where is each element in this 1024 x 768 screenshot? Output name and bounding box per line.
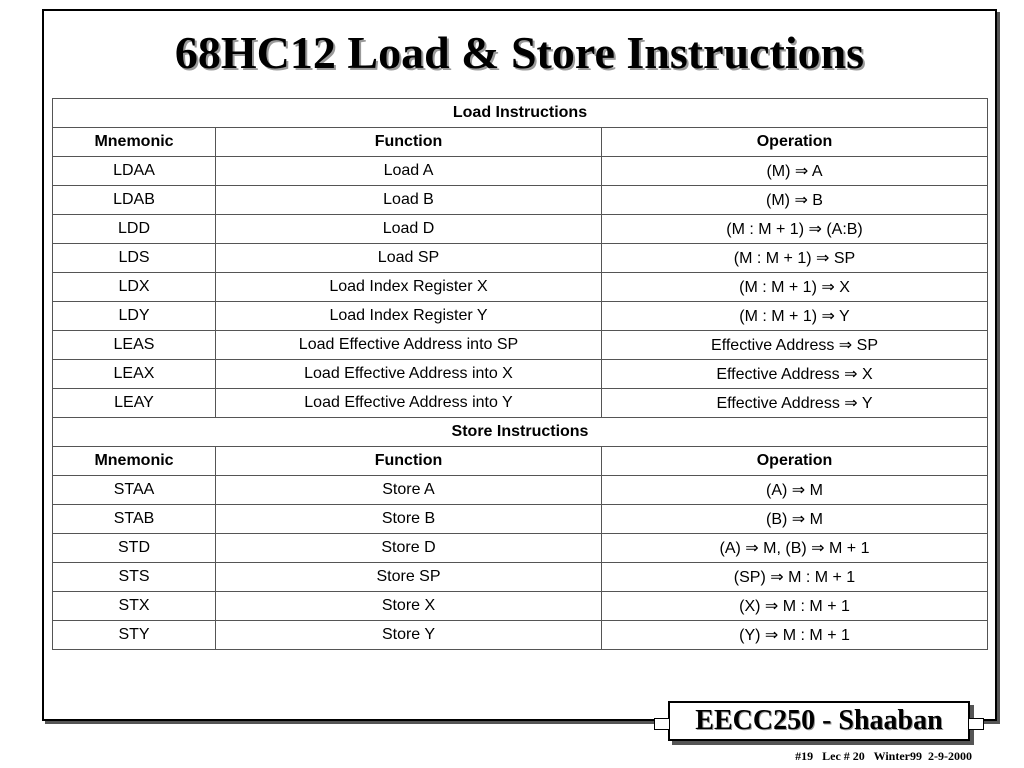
function-cell: Store A: [216, 476, 602, 505]
table-row: [53, 331, 988, 360]
mnemonic-cell: LDX: [53, 273, 216, 302]
table-row: [53, 621, 988, 650]
function-cell: Load Effective Address into X: [216, 360, 602, 389]
operation-cell: (M : M + 1) ⇒ (A:B): [602, 215, 988, 244]
function-cell: Load A: [216, 157, 602, 186]
mnemonic-header: Mnemonic: [53, 128, 216, 157]
operation-cell: Effective Address ⇒ X: [602, 360, 988, 389]
mnemonic-cell: LDAA: [53, 157, 216, 186]
mnemonic-cell: STX: [53, 592, 216, 621]
table-row: [53, 302, 988, 331]
slide-title: 68HC12 Load & Store Instructions: [174, 27, 865, 78]
operation-header: Operation: [602, 128, 988, 157]
table-row: [53, 244, 988, 273]
operation-cell: (A) ⇒ M, (B) ⇒ M + 1: [602, 534, 988, 563]
mnemonic-cell: LDY: [53, 302, 216, 331]
mnemonic-cell: STS: [53, 563, 216, 592]
operation-cell: (M : M + 1) ⇒ SP: [602, 244, 988, 273]
operation-cell: Effective Address ⇒ SP: [602, 331, 988, 360]
store-section-row: [53, 418, 988, 447]
table-row: [53, 186, 988, 215]
function-cell: Load D: [216, 215, 602, 244]
operation-cell: Effective Address ⇒ Y: [602, 389, 988, 418]
course-label: EECC250 - Shaaban: [695, 705, 943, 736]
course-footer-box: [668, 701, 970, 741]
operation-cell: (Y) ⇒ M : M + 1: [602, 621, 988, 650]
function-cell: Store Y: [216, 621, 602, 650]
function-cell: Store B: [216, 505, 602, 534]
function-header: Function: [216, 128, 602, 157]
load-section-title: Load Instructions: [53, 99, 988, 128]
function-header: Function: [216, 447, 602, 476]
table-row: [53, 360, 988, 389]
table-row: [53, 563, 988, 592]
operation-header: Operation: [602, 447, 988, 476]
function-cell: Load Effective Address into SP: [216, 331, 602, 360]
table-row: [53, 505, 988, 534]
operation-cell: (M : M + 1) ⇒ Y: [602, 302, 988, 331]
mnemonic-cell: STAA: [53, 476, 216, 505]
function-cell: Load B: [216, 186, 602, 215]
mnemonic-cell: LEAY: [53, 389, 216, 418]
operation-cell: (M) ⇒ A: [602, 157, 988, 186]
table-row: [53, 157, 988, 186]
instruction-table: [52, 98, 988, 650]
mnemonic-cell: LEAX: [53, 360, 216, 389]
mnemonic-cell: STD: [53, 534, 216, 563]
mnemonic-cell: LDAB: [53, 186, 216, 215]
table-row: [53, 592, 988, 621]
store-header-row: [53, 447, 988, 476]
function-cell: Load Effective Address into Y: [216, 389, 602, 418]
table-row: [53, 273, 988, 302]
function-cell: Store SP: [216, 563, 602, 592]
table-row: [53, 476, 988, 505]
function-cell: Store X: [216, 592, 602, 621]
operation-cell: (M : M + 1) ⇒ X: [602, 273, 988, 302]
operation-cell: (X) ⇒ M : M + 1: [602, 592, 988, 621]
mnemonic-cell: STY: [53, 621, 216, 650]
slide-info: #19 Lec # 20 Winter99 2-9-2000: [795, 749, 972, 763]
mnemonic-header: Mnemonic: [53, 447, 216, 476]
table-row: [53, 389, 988, 418]
load-header-row: [53, 128, 988, 157]
mnemonic-cell: STAB: [53, 505, 216, 534]
instruction-table-body: [53, 99, 988, 650]
function-cell: Load Index Register X: [216, 273, 602, 302]
operation-cell: (B) ⇒ M: [602, 505, 988, 534]
function-cell: Store D: [216, 534, 602, 563]
operation-cell: (SP) ⇒ M : M + 1: [602, 563, 988, 592]
function-cell: Load Index Register Y: [216, 302, 602, 331]
mnemonic-cell: LEAS: [53, 331, 216, 360]
operation-cell: (M) ⇒ B: [602, 186, 988, 215]
operation-cell: (A) ⇒ M: [602, 476, 988, 505]
table-row: [53, 215, 988, 244]
mnemonic-cell: LDS: [53, 244, 216, 273]
load-section-row: [53, 99, 988, 128]
function-cell: Load SP: [216, 244, 602, 273]
store-section-title: Store Instructions: [53, 418, 988, 447]
mnemonic-cell: LDD: [53, 215, 216, 244]
table-row: [53, 534, 988, 563]
